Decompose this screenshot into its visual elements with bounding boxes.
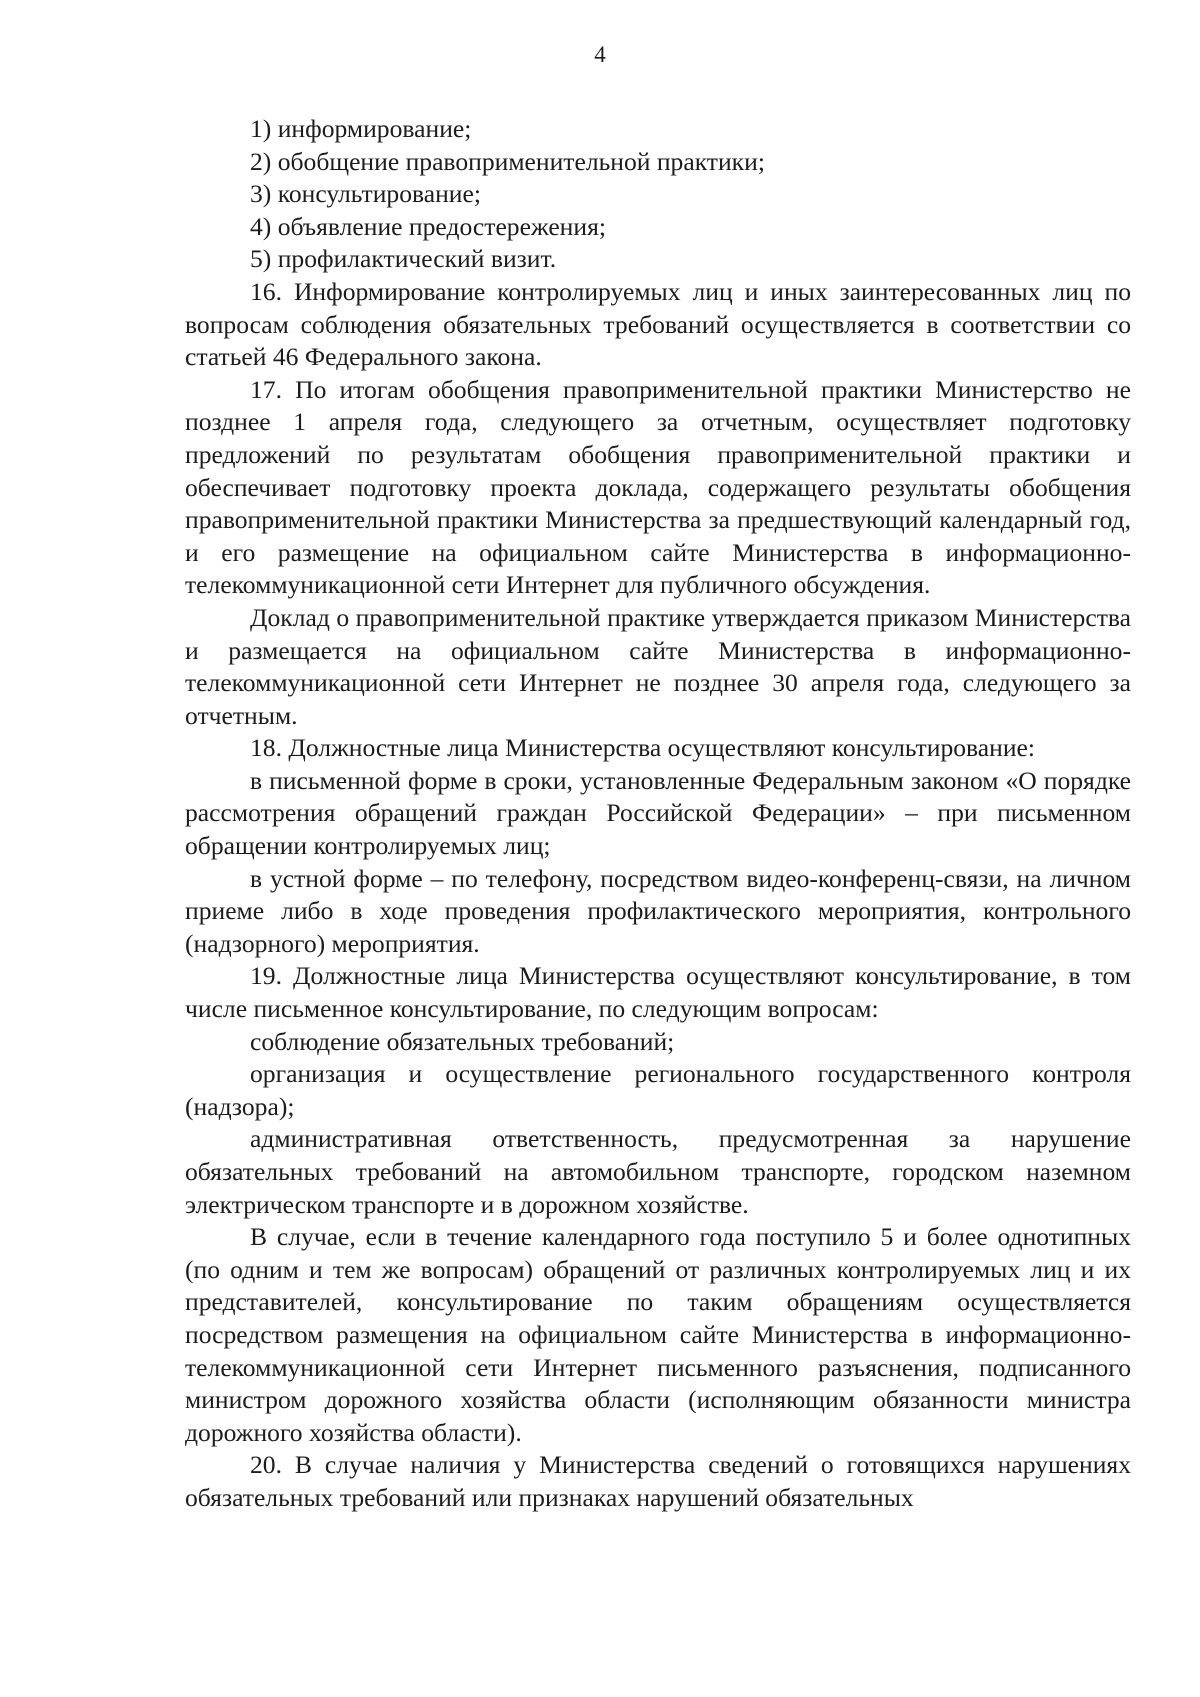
list-item-4: 4) объявление предостережения; <box>250 211 606 241</box>
paragraph-18: 18. Должностные лица Министерства осуществляют консультирование: <box>250 733 1036 763</box>
paragraph-19-item-2: организация и осуществление регионального государственного контроля (надзора); <box>185 1059 1131 1121</box>
page-number: 4 <box>594 42 606 67</box>
paragraph-20: 20. В случае наличия у Министерства сведений о готовящихся нарушениях обязательных требований или признаках нарушений обязательных <box>185 1450 1131 1512</box>
list-item-2: 2) обобщение правоприменительной практики; <box>250 146 765 176</box>
paragraph-18-oral: в устной форме – по телефону, посредством видео-конференц-связи, на личном приеме либо в ходе проведения профилактического мероприятия, контрольного (надзорного) мероприятия. <box>185 863 1131 958</box>
paragraph-19-item-1: соблюдение обязательных требований; <box>250 1026 675 1056</box>
paragraph-19-item-3: административная ответственность, предусмотренная за нарушение обязательных требований на автомобильном транспорте, городском наземном электрическом транспорте и в дорожном хозяйстве. <box>185 1124 1131 1219</box>
paragraph-17: 17. По итогам обобщения правоприменительной практики Министерство не позднее 1 апреля года, следующего за отчетным, осуществляет подготовку предложений по результатам обобщения правоприменительной практики и обеспечивает подготовку проекта доклада, содержащего результаты обобщения правоприменительной практики Министерства за предшествующий календарный год, и его размещение на официальном сайте Министерства в информационно-телекоммуникационной сети Интернет для публичного обсуждения. <box>185 374 1131 600</box>
paragraph-16: 16. Информирование контролируемых лиц и иных заинтересованных лиц по вопросам соблюдения обязательных требований осуществляется в соответствии со статьей 46 Федерального закона. <box>185 276 1131 372</box>
paragraph-19-repeated: В случае, если в течение календарного года поступило 5 и более однотипных (по одним и тем же вопросам) обращений от различных контролируемых лиц и их представителей, консультирование по таким обращениям осуществляется посредством размещения на официальном сайте Министерства в информационно-телекоммуникационной сети Интернет письменного разъяснения, подписанного министром дорожного хозяйства области (исполняющим обязанности министра дорожного хозяйства области). <box>185 1222 1131 1447</box>
paragraph-17-report: Доклад о правоприменительной практике утверждается приказом Министерства и размещается на официальном сайте Министерства в информационно-телекоммуникационной сети Интернет не позднее 30 апреля года, следующего за отчетным. <box>185 602 1131 730</box>
paragraph-18-written: в письменной форме в сроки, установленные Федеральным законом «О порядке рассмотрения обращений граждан Российской Федерации» – при письменном обращении контролируемых лиц; <box>185 765 1131 861</box>
list-item-1: 1) информирование; <box>250 114 472 143</box>
list-item-3: 3) консультирование; <box>250 179 481 209</box>
list-item-5: 5) профилактический визит. <box>250 244 557 274</box>
document-body <box>185 113 1131 1515</box>
paragraph-19: 19. Должностные лица Министерства осуществляют консультирование, в том числе письменное консультирование, по следующим вопросам: <box>185 961 1131 1024</box>
